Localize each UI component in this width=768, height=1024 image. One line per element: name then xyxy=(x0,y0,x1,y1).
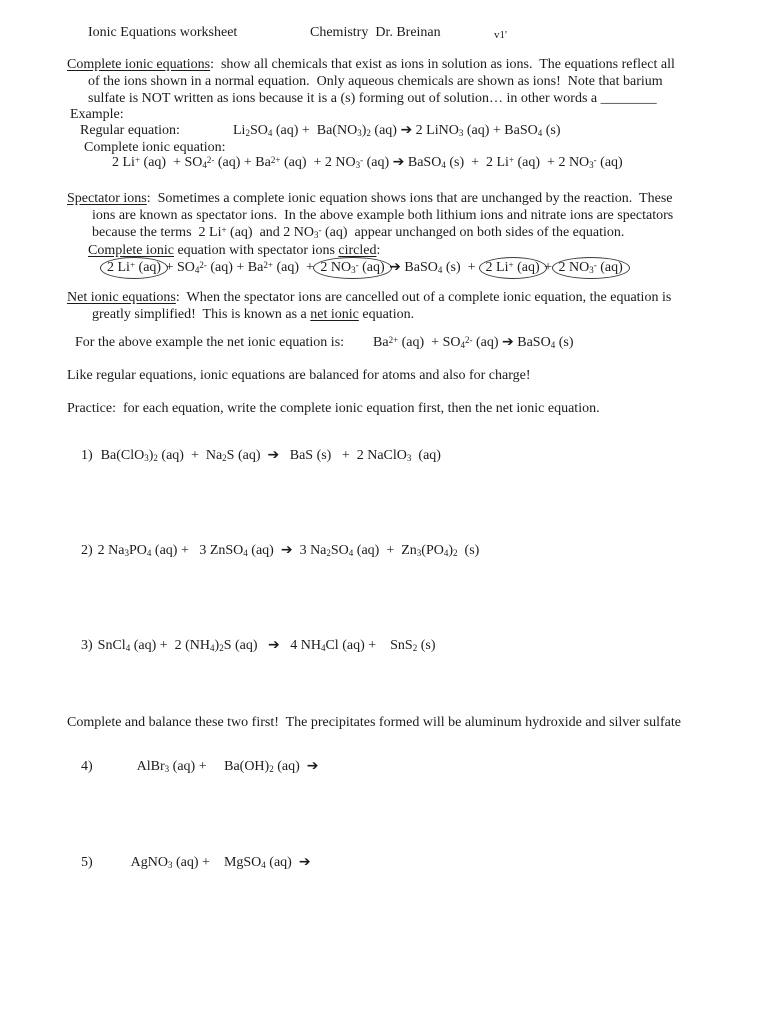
practice-note: Practice: for each equation, write the complete ionic equation first, then the net ionic equation. xyxy=(67,401,600,416)
problem-1 xyxy=(67,430,441,481)
intro-paragraph-line-2: of the ions shown in a normal equation. Only aqueous chemicals are shown as ions! Note that barium xyxy=(88,74,663,89)
problem-4 xyxy=(67,741,318,792)
problem-1-equation: $Ba(ClO_3)_2$ $(aq) + Na_2S$ (aq) ➔ BaS (s) + 2 NaClO$_3$ (aq) xyxy=(100,448,441,463)
page-title: Ionic Equations worksheet xyxy=(88,25,238,40)
circled-equation-heading: Complete ionic equation with spectator ions circled: xyxy=(88,243,381,258)
circled-spectator-term: 2 $NO_3^-$ (aq) xyxy=(313,257,391,279)
problem-5-number: 5) xyxy=(81,855,93,870)
intro-paragraph-line-1: Complete ionic equations: show all chemicals that exist as ions in solution as ions. The equations reflect all xyxy=(67,57,675,72)
problem-2-equation: 2 $Na_3PO_4$ (aq) + 3 ZnSO$_4$ (aq) ➔ 3 $Na_2SO_4$ $(aq) + Zn_3(PO_4)_2$ (s) xyxy=(97,543,480,558)
problem-5 xyxy=(67,837,311,888)
problem-3-equation: SnCl$_4$ (aq) + 2 $(NH_4)_2S$ (aq) ➔ 4 $NH_4Cl$ (aq) + SnS$_2$ (s) xyxy=(97,638,436,653)
precipitate-note: Complete and balance these two first! The precipitates formed will be aluminum hydroxide and silver sulfate xyxy=(67,715,682,730)
example-label: Example: xyxy=(70,107,124,122)
problem-3 xyxy=(67,620,435,671)
equation-segment: + $SO_4^{2-}$ $(aq) + Ba^{2+}$ (aq) + xyxy=(162,260,318,275)
problem-2-number: 2) xyxy=(81,543,93,558)
spectator-paragraph-line-3: because the terms 2 Li+ (aq) and 2 $NO_3^-$ (aq) appear unchanged on both sides of the equation. xyxy=(92,225,625,240)
problem-5-equation: AgNO$_3$ (aq) + MgSO$_4$ (aq) ➔ xyxy=(130,855,311,870)
circled-spectator-term: 2 $NO_3^-$ (aq) xyxy=(552,257,630,279)
problem-1-number: 1) xyxy=(81,448,93,463)
regular-equation: $Li_2SO_4$ $(aq) + Ba(NO_3)_2$ (aq) ➔ 2 LiNO$_3$ (aq) + BaSO$_4$ (s) xyxy=(233,123,561,138)
circled-equation xyxy=(104,259,624,276)
course-author: Chemistry Dr. Breinan xyxy=(310,25,441,40)
circled-spectator-term: 2 Li+ (aq) xyxy=(100,257,168,279)
net-ionic-example-label: For the above example the net ionic equation is: xyxy=(75,335,345,350)
problem-4-number: 4) xyxy=(81,759,93,774)
problem-4-equation: AlBr$_3$ (aq) + $Ba(OH)_2$ (aq) ➔ xyxy=(136,759,319,774)
equation-segment: + xyxy=(540,260,556,275)
intro-paragraph-line-3: sulfate is NOT written as ions because it is a (s) forming out of solution… in other words a ________ xyxy=(88,91,657,106)
net-ionic-paragraph-line-2: greatly simplified! This is known as a net ionic equation. xyxy=(92,307,415,322)
version-label: v1' xyxy=(494,29,507,41)
net-ionic-example-equation: $Ba^{2+}$ $(aq) + SO_4^{2-}$ (aq) ➔ BaSO$_4$ (s) xyxy=(373,335,574,350)
problem-2 xyxy=(67,525,479,576)
problem-3-number: 3) xyxy=(81,638,93,653)
circled-spectator-term: 2 Li+ (aq) xyxy=(479,257,547,279)
equation-segment: ➔ BaSO$_4$ (s) + xyxy=(385,260,483,275)
spectator-paragraph-line-1: Spectator ions: Sometimes a complete ionic equation shows ions that are unchanged by the reaction. These xyxy=(67,191,673,206)
complete-ionic-equation: 2 Li+ $(aq) + SO_4^{2-}$ $(aq) + Ba^{2+}$ (aq) + 2 $NO_3^-$ (aq) ➔ BaSO$_4$ (s) + 2 Li+ (aq) + 2 $NO_3^-$ (aq) xyxy=(112,155,623,170)
net-ionic-paragraph-line-1: Net ionic equations: When the spectator ions are cancelled out of a complete ionic equation, the equation is xyxy=(67,290,672,305)
complete-ionic-label: Complete ionic equation: xyxy=(84,140,226,155)
balance-note: Like regular equations, ionic equations are balanced for atoms and also for charge! xyxy=(67,368,531,383)
spectator-paragraph-line-2: ions are known as spectator ions. In the above example both lithium ions and nitrate ions are spectators xyxy=(92,208,674,223)
regular-equation-label: Regular equation: xyxy=(80,123,180,138)
